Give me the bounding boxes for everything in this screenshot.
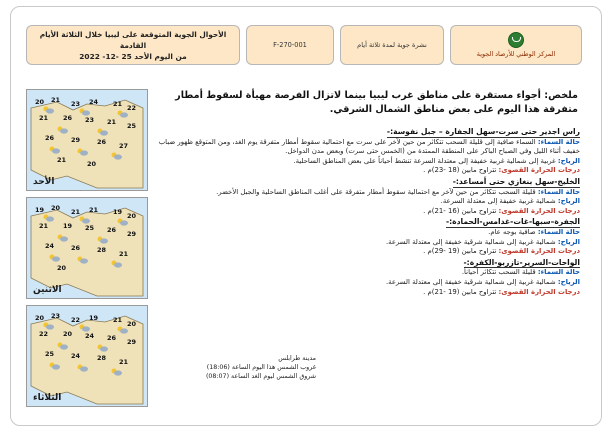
bulletin-header bbox=[26, 25, 582, 65]
weather-cloud-icon bbox=[77, 148, 88, 156]
weather-cloud-icon bbox=[111, 260, 122, 268]
map-temperature: 26 bbox=[71, 244, 81, 252]
row-label: الرياح: bbox=[557, 237, 580, 246]
section-title: راس اجدير حتى سرت-سهل الجفارة – جبل نفوسة:- bbox=[386, 127, 580, 136]
map-temperature: 22 bbox=[39, 330, 49, 338]
section-title: الواحات-السرير-تازربو-الكفرة:- bbox=[463, 257, 580, 267]
forecast-row bbox=[156, 207, 580, 217]
map-day-1 bbox=[26, 89, 148, 191]
map-temperature: 20 bbox=[57, 264, 67, 272]
map-temperature: 19 bbox=[63, 222, 73, 230]
map-temperature: 26 bbox=[63, 114, 73, 122]
map-temperature: 24 bbox=[71, 352, 81, 360]
row-text: السماء صافية إلى قليلة السحب تتكاثر من حين لآخر على سرت مع احتمالية سقوط أمطار متفرقة يوم الغد، ومن المتوقع ظهور ضباب خفيف أثناء الليل وفي الصباح الباكر على المنطقة الممتدة من (الخمس حتى سرت) وبعض مدن الدواخل. bbox=[158, 137, 580, 156]
map-temperature: 21 bbox=[89, 206, 99, 214]
map-temperature: 22 bbox=[127, 104, 137, 112]
forecast-row bbox=[156, 166, 580, 176]
map-temperature: 20 bbox=[127, 320, 137, 328]
map-temperature: 25 bbox=[127, 122, 137, 130]
map-temperature: 21 bbox=[39, 114, 49, 122]
weather-cloud-icon bbox=[49, 254, 60, 262]
row-text: قليلة السحب تتكاثر من حين لآخر مع احتمالية سقوط أمطار متفرقة على أغلب المناطق الساحلية والجبل الأخضر. bbox=[216, 187, 536, 196]
map-temperature: 27 bbox=[119, 142, 129, 150]
map-temperature: 20 bbox=[51, 204, 61, 212]
row-text: تتراوح مابين (18 -23)م . bbox=[423, 166, 497, 175]
map-temperature: 29 bbox=[71, 136, 81, 144]
forecast-row bbox=[156, 228, 580, 238]
row-text: شمالية غربية إلى شمالية شرقية خفيفة إلى معتدلة السرعة. bbox=[385, 277, 556, 286]
row-label: درجات الحرارة القصوى: bbox=[498, 206, 580, 215]
row-label: الرياح: bbox=[557, 156, 580, 165]
weather-cloud-icon bbox=[97, 236, 108, 244]
row-label: الرياح: bbox=[557, 197, 580, 206]
row-label: حالة السماء: bbox=[537, 187, 580, 196]
map-temperature: 20 bbox=[63, 330, 73, 338]
row-label: حالة السماء: bbox=[537, 227, 580, 236]
map-temperature: 21 bbox=[119, 358, 129, 366]
weather-cloud-icon bbox=[43, 322, 54, 330]
weather-cloud-icon bbox=[79, 324, 90, 332]
map-temperature: 19 bbox=[35, 206, 45, 214]
weather-cloud-icon bbox=[49, 146, 60, 154]
map-temperature: 21 bbox=[119, 250, 129, 258]
map-temperature: 21 bbox=[39, 222, 49, 230]
forecast-row bbox=[156, 247, 580, 257]
map-temperature: 26 bbox=[107, 334, 117, 342]
weather-cloud-icon bbox=[57, 234, 68, 242]
map-temperature: 23 bbox=[71, 100, 81, 108]
regional-forecasts bbox=[156, 126, 580, 297]
forecast-row bbox=[156, 268, 580, 278]
weather-cloud-icon bbox=[97, 128, 108, 136]
map-temperature: 21 bbox=[113, 316, 123, 324]
row-label: درجات الحرارة القصوى: bbox=[498, 247, 580, 256]
map-temperature: 22 bbox=[71, 316, 81, 324]
map-temperature: 29 bbox=[127, 230, 137, 238]
document-type: نشرة جوية لمدة ثلاثة أيام bbox=[340, 25, 444, 65]
row-text: غربية إلى شمالية غربية خفيفة إلى معتدلة السرعة تنشط أحياناً على بعض المناطق الساحلية. bbox=[293, 156, 556, 165]
map-temperature: 24 bbox=[45, 242, 55, 250]
forecast-row bbox=[156, 138, 580, 157]
forecast-summary: ملخص: أجواء مستقرة على مناطق غرب ليبيا بينما لاتزال الفرصة مهيأة لسقوط أمطار متفرقة هذا اليوم على بعض مناطق الشمال الشرقي. bbox=[175, 90, 578, 115]
map-temperature: 20 bbox=[87, 160, 97, 168]
map-temperature: 23 bbox=[51, 312, 61, 320]
sunset-time: غروب الشمس هذا اليوم الساعة (18:06) bbox=[206, 364, 316, 371]
map-temperature: 29 bbox=[127, 338, 137, 346]
weather-cloud-icon bbox=[57, 126, 68, 134]
map-temperature: 21 bbox=[71, 208, 81, 216]
map-temperature: 28 bbox=[97, 354, 107, 362]
map-temperature: 21 bbox=[113, 100, 123, 108]
map-day-3 bbox=[26, 305, 148, 407]
organization-box bbox=[450, 25, 582, 65]
forecast-row bbox=[156, 278, 580, 288]
row-label: حالة السماء: bbox=[537, 137, 580, 146]
map-temperature: 26 bbox=[97, 138, 107, 146]
map-temperature: 19 bbox=[89, 314, 99, 322]
forecast-row bbox=[156, 157, 580, 167]
forecast-row bbox=[156, 238, 580, 248]
forecast-maps bbox=[26, 89, 146, 413]
sun-times bbox=[156, 354, 316, 381]
row-text: شمالية غربية إلى شمالية شرقية خفيفة إلى معتدلة السرعة. bbox=[385, 237, 556, 246]
weather-cloud-icon bbox=[43, 214, 54, 222]
sun-city: مدينة طرابلس bbox=[278, 355, 316, 362]
weather-cloud-icon bbox=[77, 364, 88, 372]
map-day-2 bbox=[26, 197, 148, 299]
bulletin-title-box bbox=[26, 25, 240, 65]
map-temperature: 28 bbox=[97, 246, 107, 254]
forecast-row bbox=[156, 288, 580, 298]
row-text: صافية بوجه عام. bbox=[488, 227, 536, 236]
map-day-label: الاثنين bbox=[33, 285, 62, 295]
weather-cloud-icon bbox=[77, 256, 88, 264]
row-text: شمالية غربية خفيفة إلى معتدلة السرعة. bbox=[440, 197, 556, 206]
form-code: F-270-001 bbox=[246, 25, 334, 65]
map-temperature: 24 bbox=[89, 98, 99, 106]
row-label: الرياح: bbox=[557, 277, 580, 286]
row-label: حالة السماء: bbox=[537, 268, 580, 277]
weather-cloud-icon bbox=[111, 152, 122, 160]
weather-cloud-icon bbox=[43, 106, 54, 114]
map-temperature: 19 bbox=[113, 208, 123, 216]
weather-cloud-icon bbox=[57, 342, 68, 350]
bulletin-title: الأحوال الجوية المتوقعة على ليبيا خلال الثلاثة الأيام القادمة bbox=[39, 29, 227, 50]
row-text: قليلة السحب تتكاثر أحياناً. bbox=[461, 268, 536, 277]
map-temperature: 24 bbox=[85, 332, 95, 340]
map-temperature: 21 bbox=[51, 96, 61, 104]
map-day-label: الثلاثاء bbox=[33, 393, 62, 403]
ncm-logo-icon bbox=[508, 32, 524, 48]
map-temperature: 21 bbox=[107, 118, 117, 126]
weather-cloud-icon bbox=[79, 108, 90, 116]
map-temperature: 20 bbox=[35, 98, 45, 106]
row-text: تتراوح مابين (19 -21)م . bbox=[423, 287, 497, 296]
map-temperature: 20 bbox=[35, 314, 45, 322]
map-day-label: الأحد bbox=[33, 177, 55, 187]
row-text: تتراوح مابين (16 -21)م . bbox=[423, 206, 497, 215]
section-title: الجفرة–سبها-غات-غدامس-الحمادة:- bbox=[445, 217, 580, 227]
row-label: درجات الحرارة القصوى: bbox=[498, 166, 580, 175]
weather-cloud-icon bbox=[49, 362, 60, 370]
organization-name: المركز الوطني للأرصاد الجوية bbox=[476, 50, 556, 58]
map-temperature: 23 bbox=[85, 116, 95, 124]
bulletin-date: من اليوم الأحد 25 -12- 2022 bbox=[79, 51, 187, 61]
forecast-row bbox=[156, 188, 580, 198]
row-text: تتراوح مابين (19 -29)م . bbox=[423, 247, 497, 256]
row-label: درجات الحرارة القصوى: bbox=[498, 287, 580, 296]
weather-cloud-icon bbox=[97, 344, 108, 352]
map-temperature: 25 bbox=[85, 224, 95, 232]
map-temperature: 25 bbox=[45, 350, 55, 358]
map-temperature: 20 bbox=[127, 212, 137, 220]
forecast-row bbox=[156, 197, 580, 207]
sunrise-time: شروق الشمس ليوم الغد الساعة (08:07) bbox=[205, 373, 316, 380]
section-title: الخليج-سهل بنغازي حتى أمساعد:- bbox=[452, 176, 580, 186]
map-temperature: 21 bbox=[57, 156, 67, 164]
weather-cloud-icon bbox=[79, 216, 90, 224]
map-temperature: 26 bbox=[107, 226, 117, 234]
map-temperature: 26 bbox=[45, 134, 55, 142]
weather-cloud-icon bbox=[111, 368, 122, 376]
